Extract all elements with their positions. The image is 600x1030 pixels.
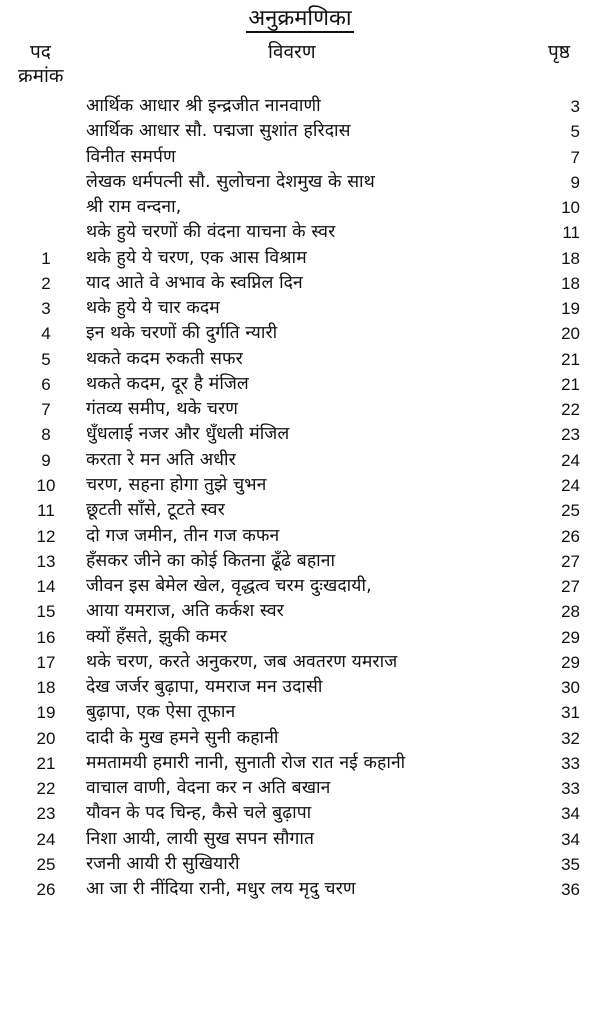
list-item — [0, 220, 600, 245]
entry-page-number: 34 — [561, 804, 580, 824]
entry-page-number: 26 — [561, 526, 580, 546]
entry-title: लेखक धर्मपत्नी सौ. सुलोचना देशमुख के साथ — [86, 171, 375, 192]
entry-title: ममतामयी हमारी नानी, सुनाती रोज रात नई कहानी — [86, 752, 406, 773]
entry-number: 6 — [41, 374, 51, 394]
list-item — [0, 726, 600, 751]
entry-page-number: 10 — [561, 198, 580, 218]
entry-title: दो गज जमीन, तीन गज कफन — [86, 525, 280, 546]
entry-page-number: 21 — [561, 349, 580, 369]
list-item — [0, 397, 600, 422]
list-item — [0, 599, 600, 624]
entry-title: धुँधलाई नजर और धुँधली मंजिल — [86, 424, 290, 445]
entry-number: 11 — [37, 501, 55, 521]
list-item — [0, 776, 600, 801]
entry-number: 12 — [36, 526, 56, 546]
entry-title: याद आते वे अभाव के स्वप्निल दिन — [86, 272, 303, 293]
entry-page-number: 27 — [561, 577, 580, 597]
entry-title: थके चरण, करते अनुकरण, जब अवतरण यमराज — [86, 651, 398, 672]
list-item — [0, 347, 600, 372]
entry-page-number: 24 — [561, 450, 580, 470]
entry-title: रजनी आयी री सुखियारी — [86, 853, 240, 874]
entry-number: 7 — [41, 400, 51, 420]
entry-title: हँसकर जीने का कोई कितना ढूँढे बहाना — [86, 550, 336, 571]
entry-page-number: 32 — [561, 728, 580, 748]
entry-title: आर्थिक आधार श्री इन्द्रजीत नानवाणी — [86, 96, 321, 116]
entry-number: 9 — [41, 450, 51, 470]
entry-page-number: 28 — [561, 602, 580, 622]
entry-title: श्री राम वन्दना, — [86, 197, 182, 218]
list-item — [0, 170, 600, 195]
list-item — [0, 650, 600, 675]
list-item — [0, 422, 600, 447]
entry-title: करता रे मन अति अधीर — [86, 449, 236, 470]
entry-page-number: 7 — [570, 147, 580, 167]
entry-page-number: 29 — [561, 627, 580, 647]
list-item — [0, 751, 600, 776]
list-item — [0, 625, 600, 650]
entry-title: बुढ़ापा, एक ऐसा तूफान — [86, 702, 236, 723]
entry-page-number: 23 — [561, 425, 580, 445]
list-item — [0, 372, 600, 397]
entry-number: 25 — [36, 854, 56, 874]
entry-page-number: 34 — [561, 829, 580, 849]
entry-page-number: 33 — [561, 753, 580, 773]
list-item — [0, 119, 600, 144]
list-item — [0, 877, 600, 902]
page-title-text: अनुक्रमणिका — [248, 6, 352, 31]
list-item — [0, 852, 600, 877]
list-item — [0, 271, 600, 296]
entry-title: थके हुये ये चरण, एक आस विश्राम — [86, 247, 307, 268]
entry-number: 10 — [36, 475, 56, 495]
list-item — [0, 473, 600, 498]
entry-title: वाचाल वाणी, वेदना कर न अति बखान — [86, 778, 331, 799]
entry-page-number: 20 — [561, 324, 580, 344]
list-item — [0, 246, 600, 271]
entry-number: 3 — [41, 299, 51, 319]
list-item — [0, 574, 600, 599]
header-description: विवरण — [268, 41, 316, 63]
entry-number: 16 — [36, 627, 56, 647]
entry-page-number: 21 — [561, 374, 580, 394]
entry-title: क्यों हँसते, झुकी कमर — [86, 626, 228, 647]
list-item — [0, 94, 600, 119]
entry-number: 26 — [36, 880, 56, 900]
entry-title: आ जा री नींदिया रानी, मधुर लय मृदु चरण — [86, 879, 356, 900]
list-item — [0, 145, 600, 170]
header-number-line1: पद — [30, 41, 51, 63]
entry-number: 17 — [36, 652, 56, 672]
entry-title: निशा आयी, लायी सुख सपन सौगात — [86, 828, 315, 849]
list-item — [0, 801, 600, 826]
entry-page-number: 36 — [561, 880, 580, 900]
list-item — [0, 549, 600, 574]
entry-title: विनीत समर्पण — [86, 146, 176, 167]
entry-page-number: 19 — [561, 299, 580, 319]
entry-page-number: 24 — [561, 475, 580, 495]
entry-title: थकते कदम, दूर है मंजिल — [86, 373, 249, 394]
entry-title: आया यमराज, अति कर्कश स्वर — [86, 601, 284, 622]
entry-title: जीवन इस बेमेल खेल, वृद्धत्व चरम दुःखदायी, — [86, 576, 372, 597]
entry-page-number: 18 — [561, 273, 580, 293]
entry-page-number: 30 — [561, 678, 580, 698]
entry-number: 14 — [36, 577, 56, 597]
list-item — [0, 195, 600, 220]
entry-title: इन थके चरणों की दुर्गति न्यारी — [86, 323, 278, 344]
entry-page-number: 31 — [561, 703, 580, 723]
entry-page-number: 29 — [561, 652, 580, 672]
entry-number: 13 — [36, 551, 56, 571]
entry-number: 19 — [36, 703, 56, 723]
entry-page-number: 33 — [561, 779, 580, 799]
list-item — [0, 700, 600, 725]
page-title — [0, 4, 600, 34]
header-page: पृष्ठ — [548, 41, 570, 63]
entry-title: छूटती साँसे, टूटते स्वर — [86, 500, 225, 521]
entry-page-number: 18 — [561, 248, 580, 268]
entry-number: 21 — [36, 753, 56, 773]
entry-number: 24 — [36, 829, 56, 849]
entry-title: थकते कदम रुकती सफर — [86, 348, 243, 369]
entry-number: 2 — [41, 273, 51, 293]
list-item — [0, 321, 600, 346]
entry-title: यौवन के पद चिन्ह, कैसे चले बुढ़ापा — [86, 803, 312, 824]
entry-title: दादी के मुख हमने सुनी कहानी — [86, 727, 279, 748]
entry-page-number: 9 — [570, 172, 580, 192]
entry-title: चरण, सहना होगा तुझे चुभन — [86, 474, 267, 495]
list-item — [0, 524, 600, 549]
entry-title: थके हुये ये चार कदम — [86, 298, 220, 319]
list-item — [0, 675, 600, 700]
entry-number: 1 — [41, 248, 51, 268]
entry-number: 18 — [36, 678, 56, 698]
entry-title: थके हुये चरणों की वंदना याचना के स्वर — [86, 222, 336, 243]
entry-number: 15 — [36, 602, 56, 622]
entry-number: 8 — [41, 425, 51, 445]
entry-title: देख जर्जर बुढ़ापा, यमराज मन उदासी — [86, 677, 323, 698]
list-item — [0, 498, 600, 523]
entry-title: गंतव्य समीप, थके चरण — [86, 399, 239, 420]
entry-page-number: 25 — [561, 501, 580, 521]
entry-number: 22 — [36, 779, 56, 799]
entry-number: 5 — [41, 349, 51, 369]
entry-page-number: 35 — [561, 854, 580, 874]
entry-number: 4 — [41, 324, 51, 344]
list-item — [0, 296, 600, 321]
list-item — [0, 448, 600, 473]
contents-list — [0, 94, 600, 903]
header-number-line2: क्रमांक — [18, 65, 64, 87]
entry-page-number: 22 — [561, 400, 580, 420]
entry-page-number: 27 — [561, 551, 580, 571]
entry-page-number: 11 — [562, 223, 580, 243]
entry-number: 23 — [36, 804, 56, 824]
entry-title: आर्थिक आधार सौ. पद्मजा सुशांत हरिदास — [86, 121, 351, 142]
list-item — [0, 827, 600, 852]
entry-page-number: 5 — [570, 122, 580, 142]
entry-page-number: 3 — [570, 97, 580, 116]
entry-number: 20 — [36, 728, 56, 748]
